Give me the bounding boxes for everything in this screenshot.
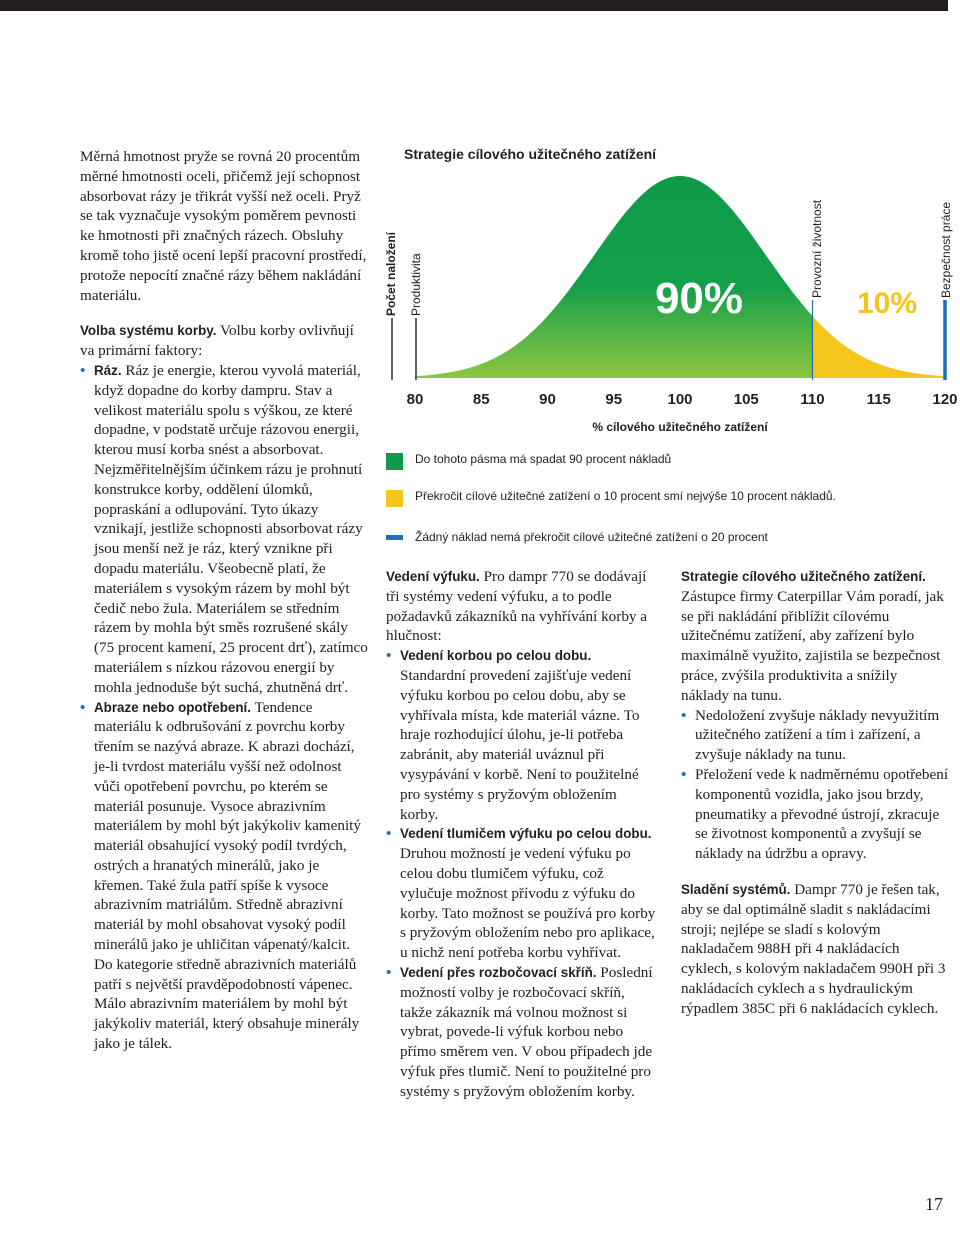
bullet-abraze: [80, 698, 370, 1054]
bullet-vedeni-tlumicem-heading: Vedení tlumičem výfuku po celou dobu.: [400, 826, 652, 842]
bullet-vedeni-korbou: [386, 646, 656, 824]
x-tick-label-105: 105: [733, 391, 759, 408]
sladeni-heading: Sladění systémů.: [681, 881, 791, 897]
strategie-heading: Strategie cílového užitečného zatížení.: [681, 569, 926, 584]
region-yellow-percent: 10%: [856, 287, 918, 320]
bullet-raz-text: Ráz je energie, kterou vyvolá materiál, když dopadne do korby dampru. Stav a velikost materiálu spolu s výškou, ze které dopadne, v podstatě určuje rázovou energii, kterou musí korba snést a absorbovat. Nejzměřitelnějším účinkem rázu je prohnutí konstrukce korby, oddělení úlomků, popraskání a odlupování. Tyto úkazy vznikají, jestliže schopnosti absorbovat rázy jsou menší než je ráz, který vznikne při dopadu materiálu. Všeobecně platí, že materiálem s vysokým rázem by mohl být čedič nebo žula. Materiálem se středním rázem by mohla být směs rozrušené skály (75 procent kamení, 25 procent drť), zatímco materiálem s nízkou rázovou energií by mohla jednoduše být suchá, zhutněná drť.: [94, 361, 368, 696]
vedeni-heading: Vedení výfuku.: [386, 569, 480, 584]
strategie-paragraph: [681, 567, 949, 706]
bullet-vedeni-korbou-text: Standardní provedení zajišťuje vedení výfuku korbou po celou dobu, aby se vyhřívala místa, kde materiál vázne. To hraje rozhodující úlohu, je-li potřeba zabránit, aby materiál uváznul při vysypávání v korbě. Není to použitelné pro systémy s pryžovým obložením korby.: [400, 666, 640, 823]
strategie-bullets: [681, 706, 949, 864]
bullet-prelozeni: • Přeložení vede k nadměrnému opotřebení komponentů vozidla, jako jsou brzdy, pneumatiky a převodné ústrojí, zkracuje se životnost komponentů a zvyšují se náklady na údržbu a opravy.: [681, 765, 949, 864]
x-tick-label-115: 115: [866, 391, 891, 408]
bullet-nedolozeni: • Nedoložení zvyšuje náklady nevyužitím užitečného zatížení a tím i zařízení, a zvyšuje náklady na tunu.: [681, 706, 949, 765]
bullet-vedeni-tlumicem-text: Druhou možností je vedení výfuku po celou dobu tlumičem výfuku, což vylučuje možnost přívodu z výfuku do korby. Tato možnost se používá pro korby s pryžovým obložením nebo pro aplikace, u nichž není potřeba korbu vyhřívat.: [400, 845, 656, 962]
volba-bullets: [80, 361, 370, 1054]
volba-heading: Volba systému korby.: [80, 323, 217, 339]
volba-text: Volbu korby ovlivňují va primární faktory:: [80, 322, 354, 360]
page-number: 17: [925, 1194, 943, 1214]
x-tick-label-120: 120: [932, 391, 958, 408]
legend-swatch-yellow: [386, 490, 403, 507]
vedeni-bullets: [386, 646, 656, 1101]
x-axis-label: % cílového užitečného zatížení: [592, 420, 768, 434]
label-pocet-nalozeni: Počet naložení: [384, 231, 398, 316]
label-produktivita: Produktivita: [409, 253, 423, 316]
bullet-abraze-text: Tendence materiálu k odbrušování z povrchu korby třením se nazývá abraze. K abrazi dochází, je-li tvrdost materiálu vyšší než odolnost vůči opotřebení povrchu, po kterém se materiál posunuje. Vysoce abrazivním materiálem by mohl být jakýkoliv kamenitý materiál obsahující vysoký podíl tvrdých, ostrých a hranatých minerálů, jako je křemen. Také žula patří spíše k vysoce abrazivním matriálům. Středně abrazivní materiál by mohl obsahovat vysoký podíl minerálů jako je uhličitan vápenatý/kalcit. Do kategorie středně abrazivních materiálů patří s největší pravděpodobností vápenec. Málo abrazivním materiálem by mohl být jakýkoliv materiál, který obsahuje minerály jako je tálek.: [94, 698, 361, 1053]
legend-text-blue: Žádný náklad nemá překročit cílové užitečné zatížení o 20 procent: [415, 530, 768, 544]
x-tick-label-95: 95: [605, 391, 623, 408]
x-tick-label-80: 80: [406, 391, 424, 408]
x-tick-label-85: 85: [472, 391, 490, 408]
strategie-text: Zástupce firmy Caterpillar Vám poradí, jak se při nakládání přiblížit cílovému užitečnému zatížení, aby zařízení bylo maximálně využito, zajistila se bezpečnost práce, zvýšila produktivita a snížily náklady na tunu.: [681, 587, 944, 704]
bullet-raz-heading: Ráz.: [94, 362, 122, 378]
bullet-rozbocovaci-skrin-text: Poslední možností volby je rozbočovací skříň, takže zákazník má volnou možnost si vybrat, povede-li výfuk korbou nebo přímo směrem ven. V obou případech jde výfuk přes tlumič. Není to použitelné pro systémy s pryžovým obložením korby.: [400, 963, 653, 1100]
payload-chart: [0, 0, 960, 440]
bullet-vedeni-korbou-heading: Vedení korbou po celou dobu.: [400, 648, 592, 664]
region-green-percent: 90%: [654, 274, 744, 323]
legend-swatch-blue: [386, 535, 403, 540]
label-provozni-zivotnost: Provozní životnost: [810, 199, 824, 298]
bullet-rozbocovaci-skrin-heading: Vedení přes rozbočovací skříň.: [400, 964, 597, 980]
curve-area-green: [415, 176, 813, 378]
middle-column: [386, 567, 656, 1102]
vedeni-paragraph: [386, 567, 656, 646]
chart-title: Strategie cílového užitečného zatížení: [404, 146, 657, 162]
x-tick-label-110: 110: [800, 391, 825, 408]
bullet-rozbocovaci-skrin: [386, 963, 656, 1102]
legend-text-yellow: Překročit cílové užitečné zatížení o 10 procent smí nejvýše 10 procent nákladů.: [415, 489, 836, 503]
bullet-abraze-heading: Abraze nebo opotřebení.: [94, 699, 251, 715]
x-tick-label-90: 90: [539, 391, 556, 408]
sladeni-paragraph: [681, 880, 949, 1019]
curve-area-yellow: [813, 316, 946, 378]
legend-swatch-green: [386, 453, 403, 470]
intro-paragraph: Měrná hmotnost pryže se rovná 20 procentům měrné hmotnosti oceli, přičemž její schopnost absorbovat rázy je třikrát vyšší než oceli. Pryž se tak vyznačuje vysokým poměrem pevnosti ke hmotnosti při značných rázech. Obsluhy kromě toho jistě ocení lepší pracovní prostředí, protože nepocítí značné rázy během nakládání materiálu.: [80, 148, 367, 304]
legend-text-green: Do tohoto pásma má spadat 90 procent nákladů: [415, 452, 672, 466]
x-tick-label-100: 100: [667, 391, 693, 408]
bullet-vedeni-tlumicem: [386, 824, 656, 963]
right-column: [681, 567, 949, 1019]
vedeni-text: Pro dampr 770 se dodávají tři systémy vedení výfuku, a to podle požadavků zákazníků na vyhřívání korby a hlučnost:: [386, 568, 648, 645]
sladeni-text: Dampr 770 je řešen tak, aby se dal optimálně sladit s nakládacími stroji; nejlépe se sladí s kolovým nakladačem 988H při 4 nakládacích cyklech, s kolovým nakladačem 990H při 3 nakládacích cyklech a s hydraulickým rýpadlem 385C při 6 nakládacích cyklech.: [681, 880, 946, 1017]
label-bezpecnost-prace: Bezpečnost práce: [939, 201, 953, 298]
